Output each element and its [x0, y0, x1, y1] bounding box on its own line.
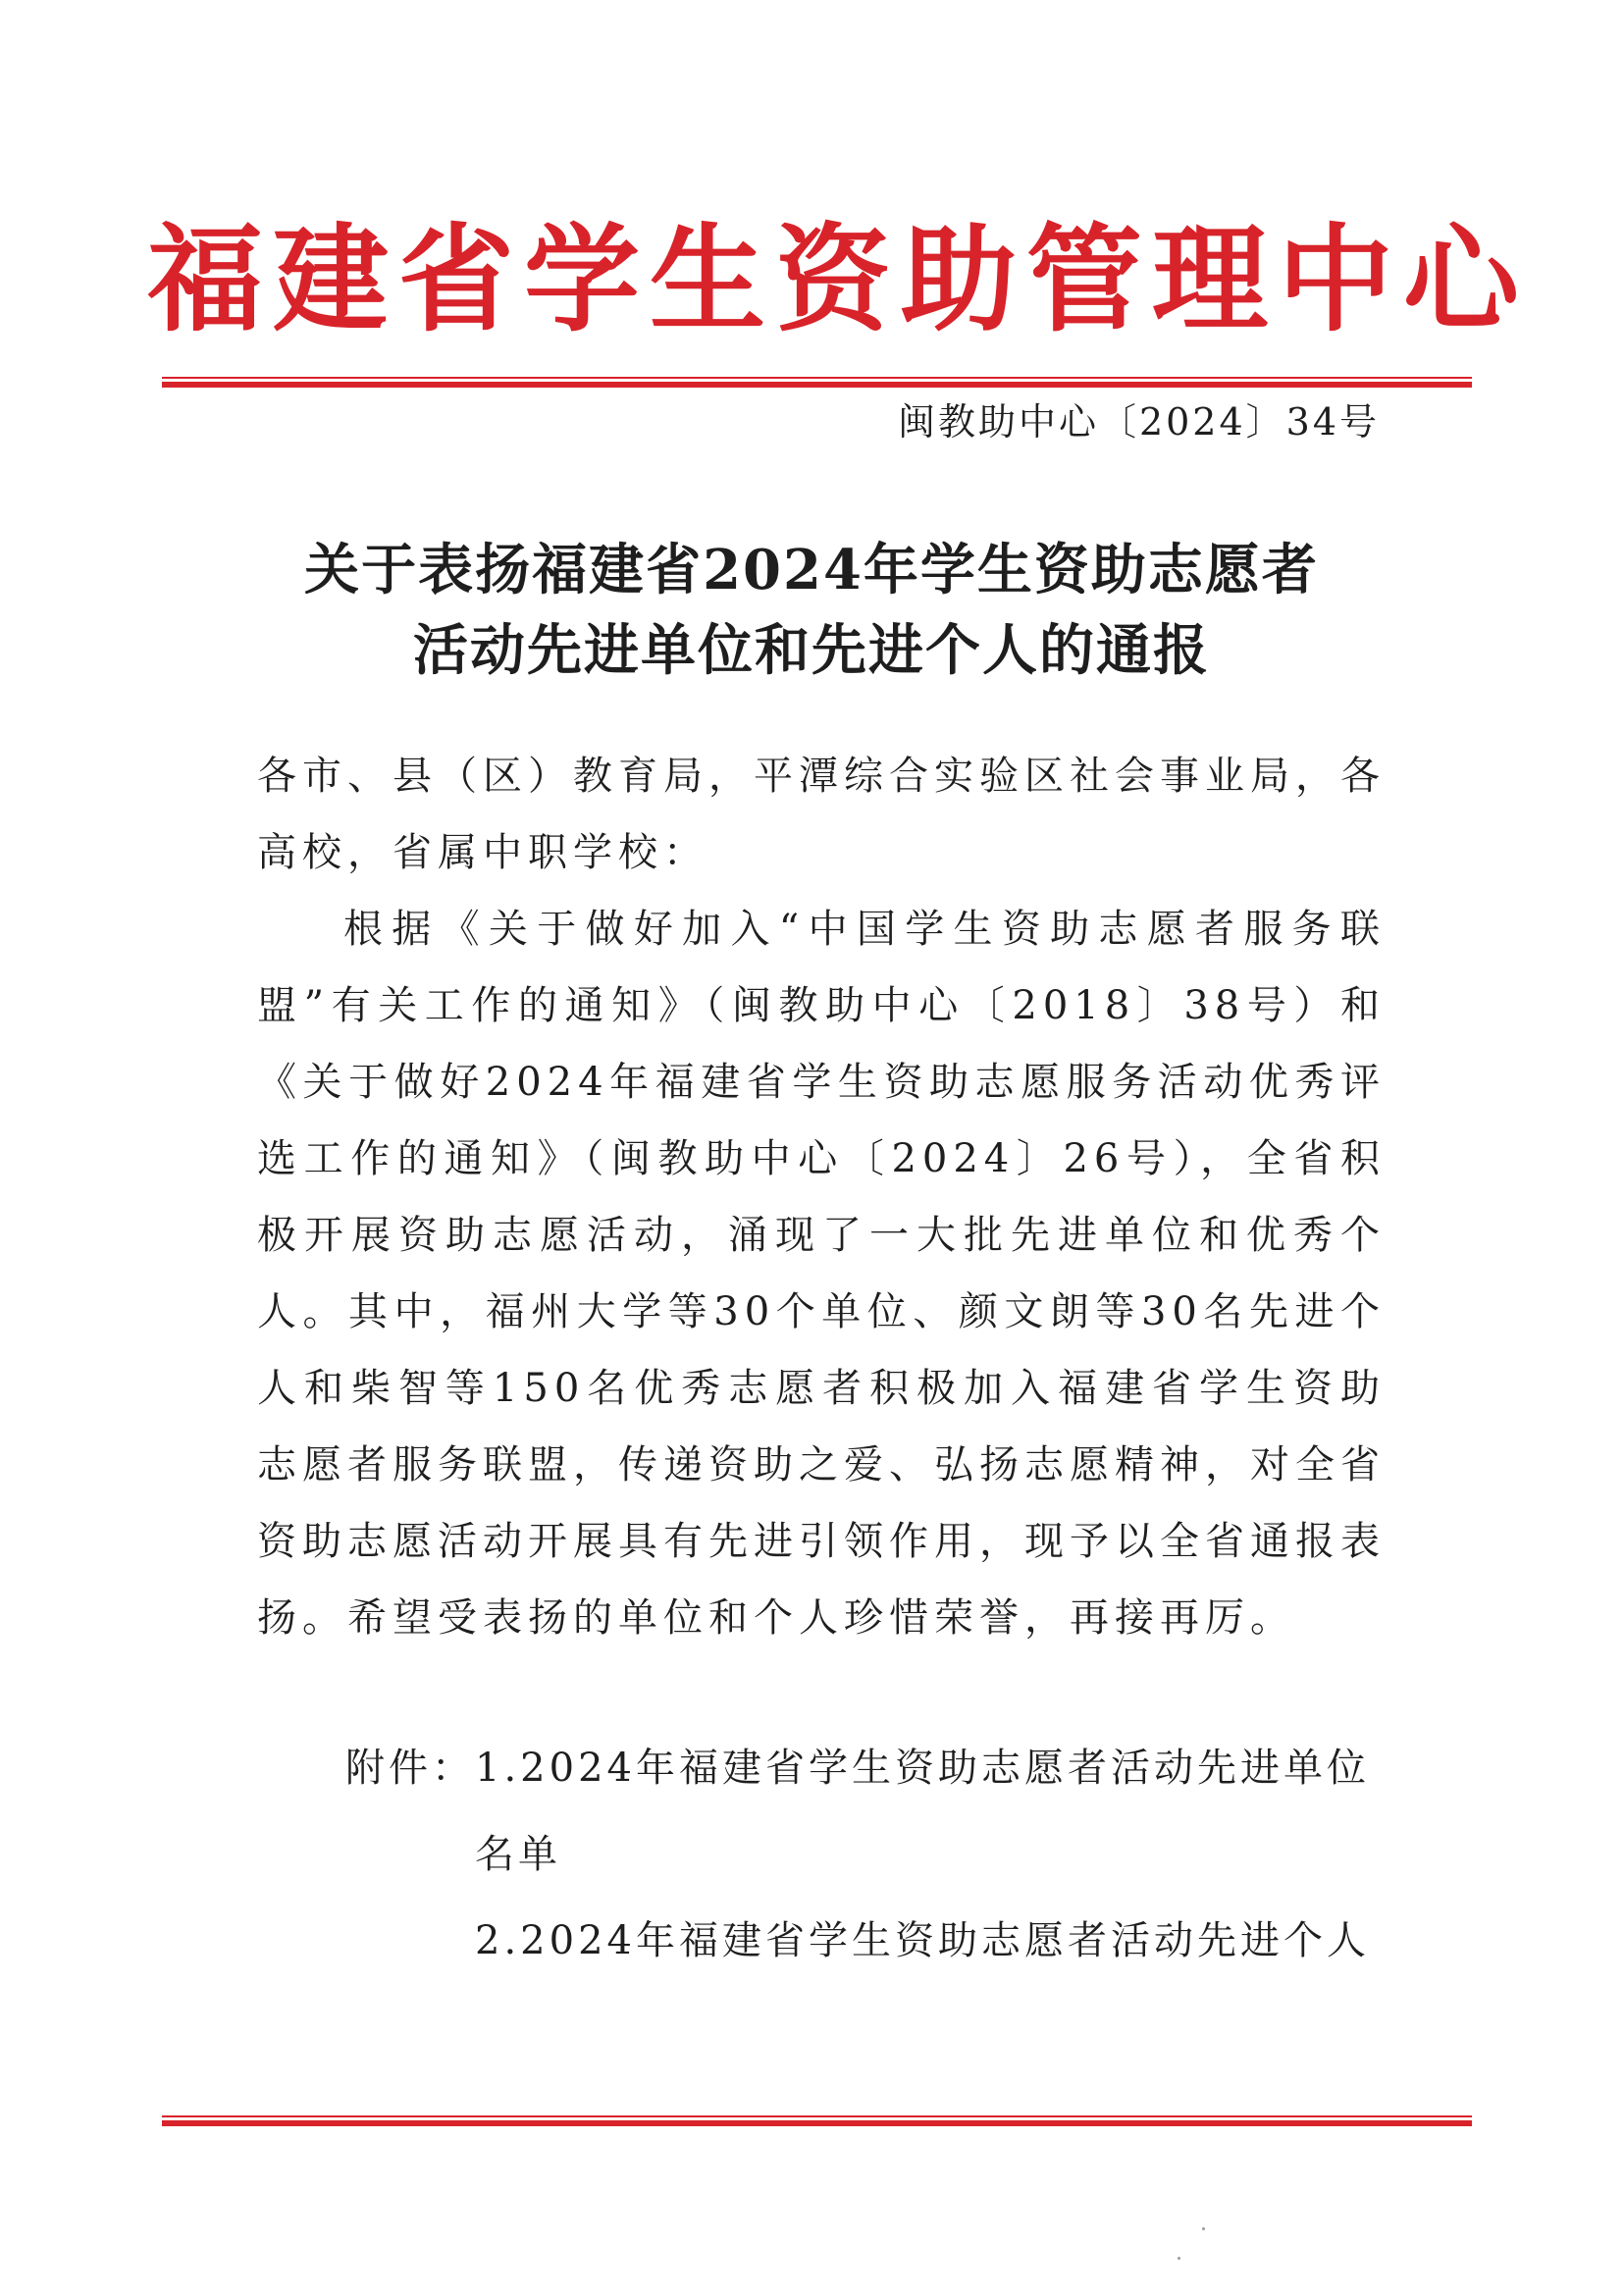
body-paragraph: 根据《关于做好加入“中国学生资助志愿者服务联盟”有关工作的通知》（闽教助中心〔2018〕38号）和《关于做好2024年福建省学生资助志愿服务活动优秀评选工作的通知》（闽教助中心〔2024〕26号），全省积极开展资助志愿活动，涌现了一大批先进单位和优秀个人。其中，福州大学等30个单位、颜文朗等30名先进个人和柴智等150名优秀志愿者积极加入福建省学生资助志愿者服务联盟，传递资助之爱、弘扬志愿精神，对全省资助志愿活动开展具有先进引领作用，现予以全省通报表扬。希望受表扬的单位和个人珍惜荣誉，再接再厉。 — [257, 907, 1386, 1641]
letterhead-title: 福建省学生资助管理中心 — [147, 212, 1530, 347]
recipients-line: 各市、县（区）教育局，平潭综合实验区社会事业局，各高校，省属中职学校： — [257, 754, 1386, 875]
attachment-item: 1.2024年福建省学生资助志愿者活动先进单位名单 — [475, 1746, 1370, 1877]
document-number: 闽教助中心〔2024〕34号 — [897, 400, 1380, 444]
scan-speck — [1202, 2227, 1205, 2230]
title-line-1: 关于表扬福建省2024年学生资助志愿者 — [304, 538, 1319, 602]
document-title — [196, 530, 1427, 691]
attachments-section — [345, 1725, 1386, 1984]
attachments-label: 附件： — [345, 1746, 475, 1791]
scan-speck — [1178, 2257, 1180, 2260]
letterhead-red-rule — [162, 373, 1472, 388]
footer-red-rule — [162, 2112, 1472, 2126]
attachment-item: 2.2024年福建省学生资助志愿者活动先进个人 — [475, 1918, 1370, 1963]
title-line-2: 活动先进单位和先进个人的通报 — [413, 618, 1210, 683]
document-body — [257, 738, 1386, 1656]
